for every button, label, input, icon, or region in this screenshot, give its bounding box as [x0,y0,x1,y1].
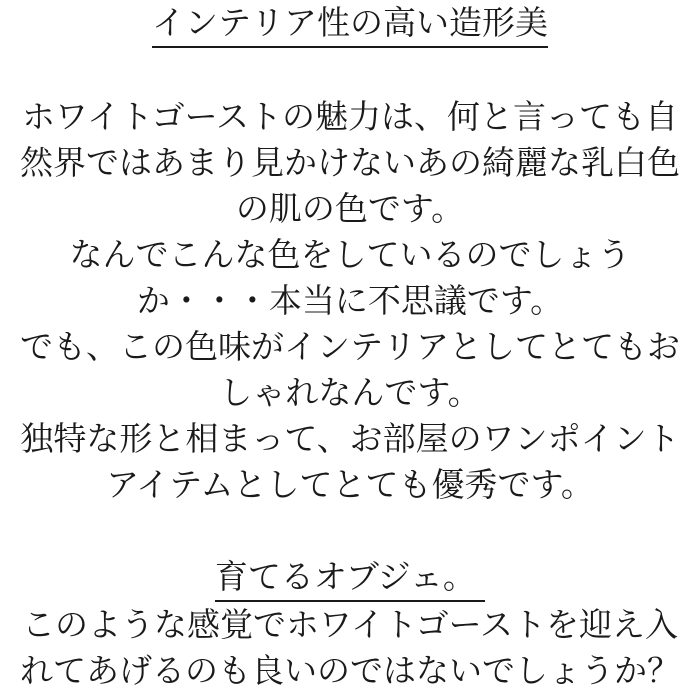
main-heading [0,0,700,48]
sub-heading-text: 育てるオブジェ。 [215,554,485,602]
paragraph-line: なんでこんな色をしているのでしょう [69,236,631,273]
paragraph-line: 然界ではあまり見かけないあの綺麗な乳白色 [20,144,680,181]
vertical-spacer [0,48,700,94]
paragraph-line: このような感覚でホワイトゴーストを迎え入 [21,606,679,643]
main-heading-text: インテリア性の高い造形美 [152,0,548,48]
paragraph-line: アイテムとしてとても優秀です。 [106,466,594,503]
paragraph-line: ホワイトゴーストの魅力は、何と言っても自 [21,98,679,135]
paragraph-line: しゃれなんです。 [219,374,481,411]
paragraph-line: か・・・本当に不思議です。 [136,282,564,319]
paragraph-line: 独特な形と相まって、お部屋のワンポイント [20,420,680,457]
paragraph-line: れてあげるのも良いのではないでしょうか？ [20,652,680,689]
sub-heading [0,554,700,602]
paragraph-line: の肌の色です。 [235,190,465,227]
paragraph-line: でも、この色味がインテリアとしてとてもお [20,328,680,365]
vertical-spacer [0,508,700,554]
